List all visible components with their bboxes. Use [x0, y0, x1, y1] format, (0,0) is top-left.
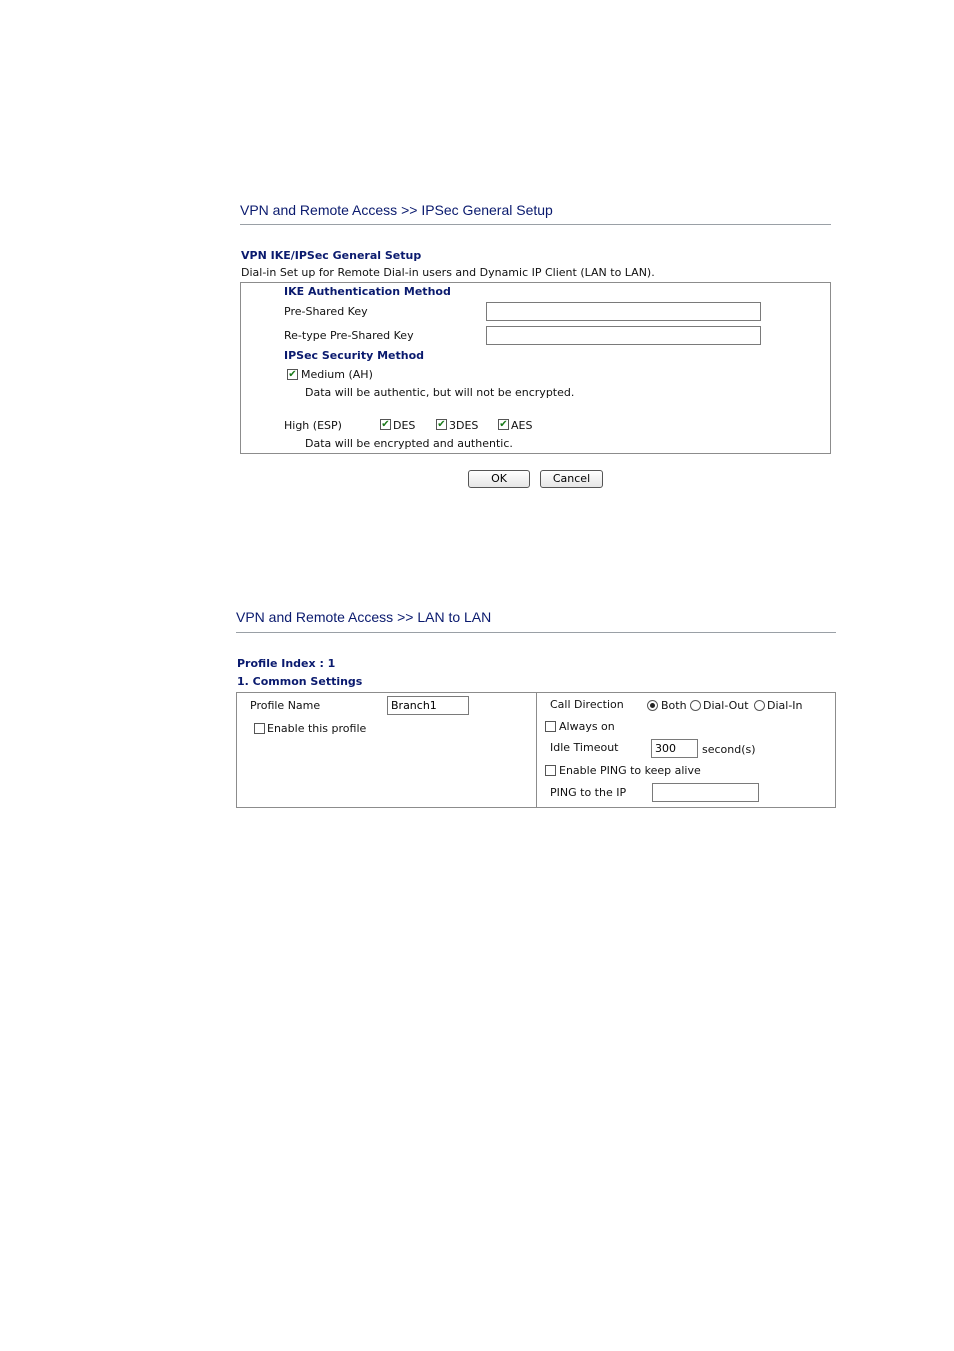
check-icon: ✔	[288, 368, 297, 380]
cancel-button[interactable]: Cancel	[540, 470, 603, 488]
enable-profile-checkbox[interactable]	[254, 723, 265, 734]
retype-key-input[interactable]	[486, 326, 761, 345]
panel-column-divider	[536, 692, 537, 808]
always-on-label: Always on	[559, 720, 615, 733]
des-label: DES	[393, 419, 416, 432]
3des-label: 3DES	[449, 419, 479, 432]
aes-checkbox[interactable]	[498, 419, 509, 430]
call-direction-both-radio[interactable]	[647, 700, 658, 711]
pre-shared-key-input[interactable]	[486, 302, 761, 321]
idle-timeout-label: Idle Timeout	[550, 741, 619, 754]
ipsec-description: Dial-in Set up for Remote Dial-in users and Dynamic IP Client (LAN to LAN).	[241, 266, 655, 279]
profile-name-label: Profile Name	[250, 699, 321, 712]
check-icon: ✔	[381, 418, 390, 430]
idle-timeout-unit: second(s)	[702, 743, 756, 756]
call-direction-both-label: Both	[661, 699, 687, 712]
aes-label: AES	[511, 419, 533, 432]
medium-ah-checkbox[interactable]	[287, 369, 298, 380]
enable-ping-label: Enable PING to keep alive	[559, 764, 701, 777]
medium-ah-label: Medium (AH)	[301, 368, 373, 381]
check-icon: ✔	[437, 418, 446, 430]
call-direction-dial-in-label: Dial-In	[767, 699, 803, 712]
des-checkbox[interactable]	[380, 419, 391, 430]
check-icon: ✔	[499, 418, 508, 430]
high-esp-label: High (ESP)	[284, 419, 342, 432]
ok-button[interactable]: OK	[468, 470, 530, 488]
lan-breadcrumb: VPN and Remote Access >> LAN to LAN	[236, 609, 492, 625]
enable-ping-checkbox[interactable]	[545, 765, 556, 776]
call-direction-dial-out-label: Dial-Out	[703, 699, 749, 712]
high-esp-note: Data will be encrypted and authentic.	[305, 437, 513, 450]
ping-ip-input[interactable]	[652, 783, 759, 802]
pre-shared-key-label: Pre-Shared Key	[284, 305, 368, 318]
common-settings-header: 1. Common Settings	[237, 675, 363, 688]
profile-index: Profile Index : 1	[237, 657, 336, 670]
3des-checkbox[interactable]	[436, 419, 447, 430]
always-on-checkbox[interactable]	[545, 721, 556, 732]
call-direction-label: Call Direction	[550, 698, 624, 711]
ike-auth-header: IKE Authentication Method	[284, 285, 451, 298]
call-direction-dial-in-radio[interactable]	[754, 700, 765, 711]
medium-ah-note: Data will be authentic, but will not be encrypted.	[305, 386, 575, 399]
ping-ip-label: PING to the IP	[550, 786, 627, 799]
ipsec-section-title: VPN IKE/IPSec General Setup	[241, 249, 422, 262]
call-direction-dial-out-radio[interactable]	[690, 700, 701, 711]
radio-selected-dot	[650, 703, 655, 708]
ipsec-security-header: IPSec Security Method	[284, 349, 425, 362]
ipsec-title-divider	[240, 224, 831, 225]
ipsec-breadcrumb: VPN and Remote Access >> IPSec General Setup	[240, 202, 553, 218]
lan-title-divider	[236, 632, 836, 633]
idle-timeout-input[interactable]	[651, 739, 698, 758]
enable-profile-label: Enable this profile	[267, 722, 367, 735]
profile-name-input[interactable]	[387, 696, 469, 715]
retype-key-label: Re-type Pre-Shared Key	[284, 329, 414, 342]
